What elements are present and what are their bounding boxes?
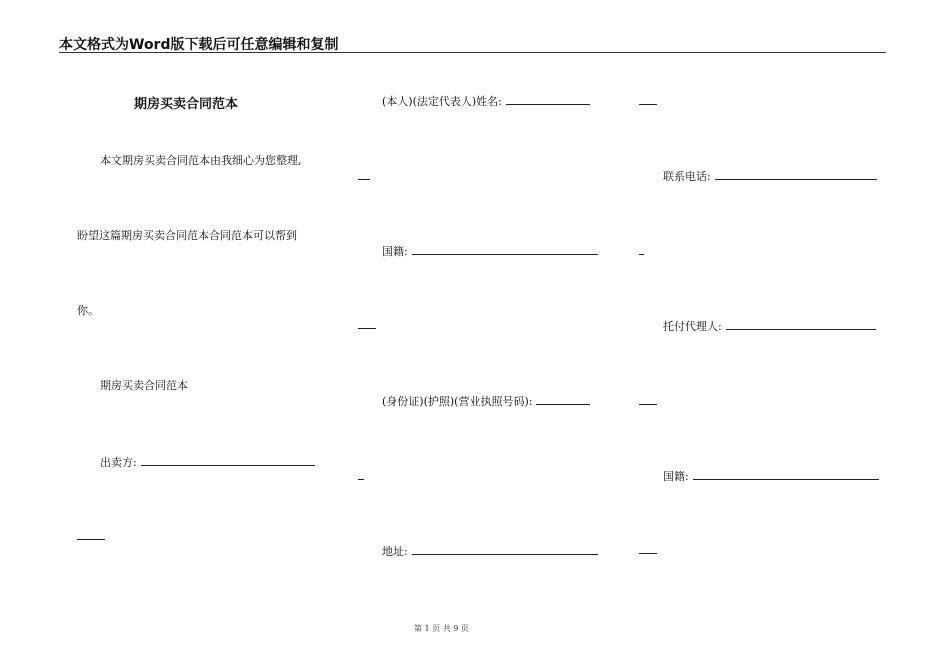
- intro-line-3: 你。: [77, 304, 99, 317]
- blank-line: [639, 404, 657, 405]
- intro-line-2: 盼望这篇期房买卖合同范本合同范本可以帮到: [77, 229, 297, 242]
- id-blank: [536, 393, 590, 405]
- header-rule: [59, 52, 886, 53]
- document-header: 本文格式为Word版下载后可任意编辑和复制: [59, 37, 339, 53]
- id-label: (身份证)(护照)(营业执照号码):: [382, 395, 533, 408]
- nationality-label-2: 国籍:: [663, 470, 689, 483]
- address-field: [382, 543, 598, 559]
- blank-line: [639, 254, 644, 255]
- nationality-field: [382, 243, 598, 259]
- section-title: 期房买卖合同范本: [100, 379, 188, 392]
- seller-label: 出卖方:: [100, 456, 137, 469]
- blank-line: [358, 179, 370, 180]
- agent-label: 托付代理人:: [663, 320, 722, 333]
- phone-field: [663, 168, 877, 184]
- address-label: 地址:: [382, 545, 408, 558]
- name-label: (本人)(法定代表人)姓名:: [382, 95, 502, 108]
- document-title: 期房买卖合同范本: [134, 97, 239, 112]
- id-field: [382, 393, 590, 409]
- blank-line: [639, 104, 657, 105]
- name-field: [382, 93, 590, 109]
- page-footer: 第 1 页 共 9 页: [414, 624, 469, 633]
- phone-blank: [715, 168, 877, 180]
- phone-label: 联系电话:: [663, 170, 711, 183]
- blank-line: [358, 479, 364, 480]
- seller-field: [100, 454, 315, 470]
- nationality-label: 国籍:: [382, 245, 408, 258]
- address-blank: [412, 543, 598, 555]
- blank-line: [639, 553, 657, 554]
- blank-line: [358, 328, 376, 329]
- nationality-blank-2: [693, 468, 879, 480]
- agent-blank: [726, 318, 876, 330]
- blank-line: [77, 539, 105, 540]
- name-blank: [506, 93, 590, 105]
- agent-field: [663, 318, 876, 334]
- nationality-blank: [412, 243, 598, 255]
- seller-blank: [141, 454, 315, 466]
- nationality-field-2: [663, 468, 879, 484]
- intro-line-1: 本文期房买卖合同范本由我细心为您整理,: [100, 154, 302, 167]
